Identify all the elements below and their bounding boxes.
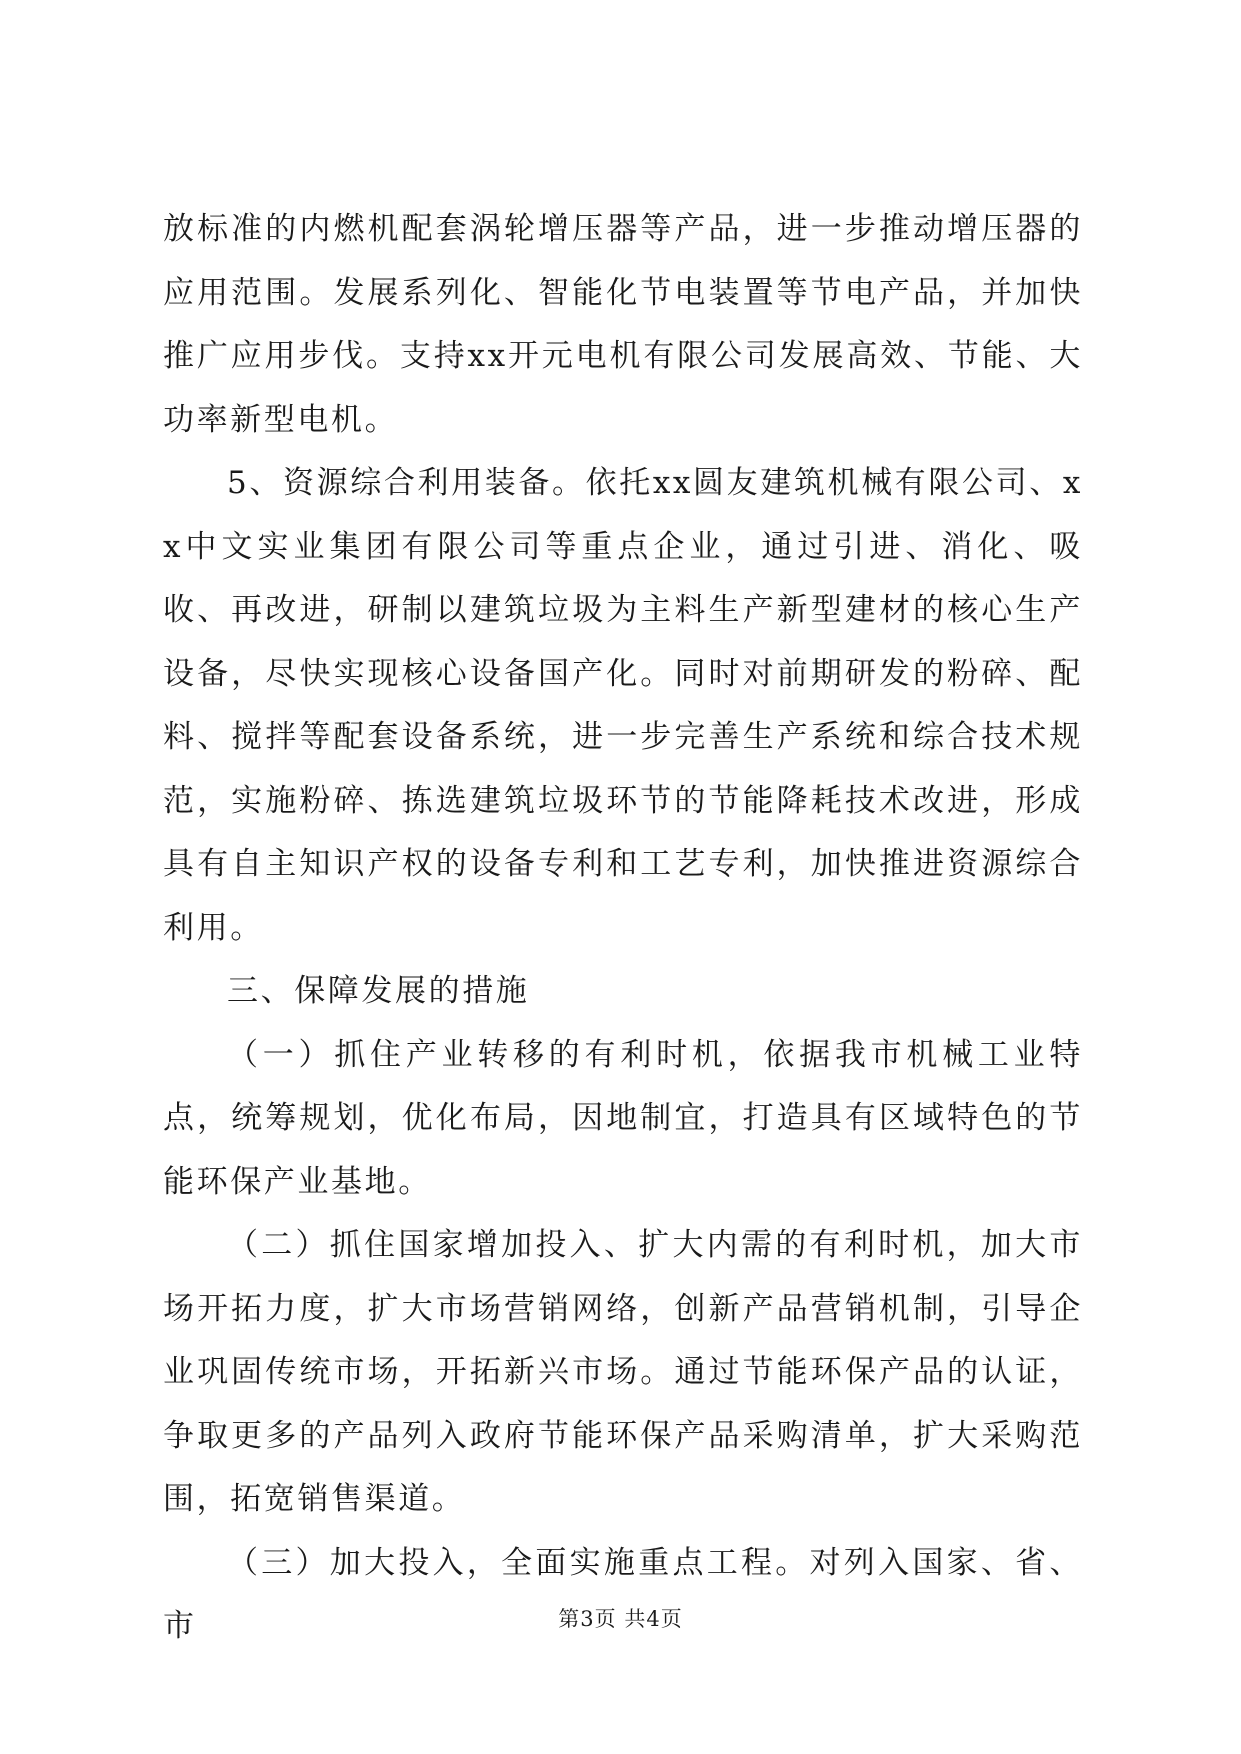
page-number-footer: 第3页 共4页 xyxy=(558,1607,683,1631)
section-heading-measures: 三、保障发展的措施 xyxy=(227,973,530,1009)
paragraph-measure-2: （二）抓住国家增加投入、扩大内需的有利时机，加大市场开拓力度，扩大市场营销网络，创新产品营销机制，引导企业巩固传统市场，开拓新兴市场。通过节能环保产品的认证，争取更多的产品列入政府节能环保产品采购清单，扩大采购范围，拓宽销售渠道。 xyxy=(163,1227,1083,1517)
document-body xyxy=(163,198,1083,1659)
paragraph-resource-equipment: 5、资源综合利用装备。依托xx圆友建筑机械有限公司、xx中文实业集团有限公司等重点企业，通过引进、消化、吸收、再改进，研制以建筑垃圾为主料生产新型建材的核心生产设备，尽快实现核心设备国产化。同时对前期研发的粉碎、配料、搅拌等配套设备系统，进一步完善生产系统和综合技术规范，实施粉碎、拣选建筑垃圾环节的节能降耗技术改进，形成具有自主知识产权的设备专利和工艺专利，加快推进资源综合利用。 xyxy=(163,465,1083,946)
paragraph-measure-1: （一）抓住产业转移的有利时机，依据我市机械工业特点，统筹规划，优化布局，因地制宜，打造具有区域特色的节能环保产业基地。 xyxy=(163,1036,1083,1200)
paragraph-measure-3: （三）加大投入，全面实施重点工程。对列入国家、省、市 xyxy=(163,1544,1083,1644)
paragraph-continuation: 放标准的内燃机配套涡轮增压器等产品，进一步推动增压器的应用范围。发展系列化、智能化节电装置等节电产品，并加快推广应用步伐。支持xx开元电机有限公司发展高效、节能、大功率新型电机。 xyxy=(163,211,1083,438)
